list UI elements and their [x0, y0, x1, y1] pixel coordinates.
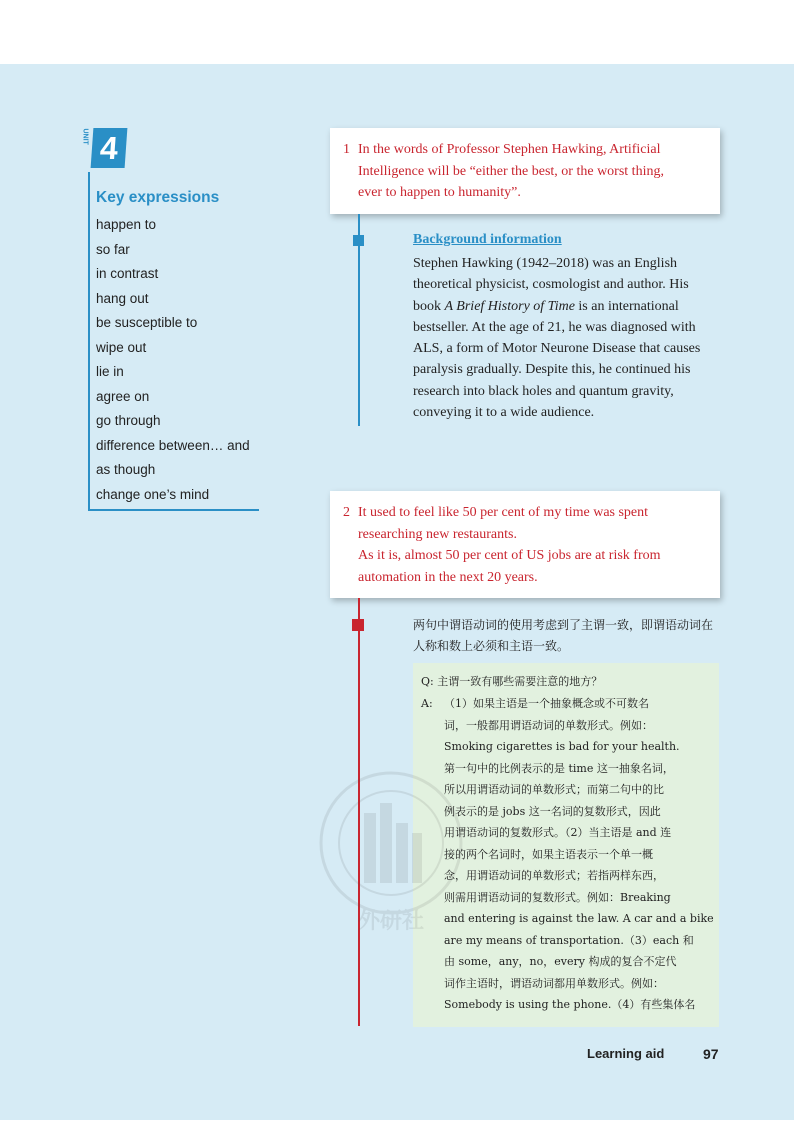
list-item: difference between… and	[96, 437, 250, 453]
qa-line: 所以用谓语动词的单数形式；而第二句中的比	[444, 783, 664, 796]
list-item: wipe out	[96, 339, 147, 355]
example-line: ever to happen to humanity”.	[358, 185, 521, 200]
list-item: agree on	[96, 388, 150, 404]
qa-answer	[444, 693, 714, 1016]
background-heading: Background information	[413, 232, 562, 247]
qa-line: and entering is against the law. A car and a bike	[444, 912, 714, 925]
example-number: 1	[343, 142, 350, 157]
example-line: It used to feel like 50 per cent of my time was spent	[358, 505, 649, 520]
qa-line: 由 some，any，no，every 构成的复合不定代	[444, 955, 677, 968]
sidebar-rule-vertical	[88, 172, 90, 510]
svg-text:外研社: 外研社	[357, 909, 425, 934]
qa-line: 接的两个名词时，如果主语表示一个单一概	[444, 847, 653, 861]
list-item: in contrast	[96, 266, 159, 281]
key-expressions-title: Key expressions	[96, 189, 220, 206]
example-number: 2	[343, 505, 350, 520]
qa-line: 用谓语动词的复数形式。（2）当主语是 and 连	[444, 826, 672, 839]
note-marker-icon	[352, 619, 364, 631]
qa-line: Somebody is using the phone.（4）有些集体名	[444, 998, 696, 1011]
list-item: be susceptible to	[96, 315, 198, 330]
unit-number-badge: 4	[91, 128, 128, 168]
qa-line: 念，用谓语动词的单数形式；若指两样东西，	[444, 869, 664, 882]
publisher-watermark-logo	[316, 768, 466, 938]
footer-section-label: Learning aid	[587, 1046, 665, 1061]
list-item: lie in	[96, 364, 124, 379]
background-marker-icon	[353, 235, 364, 246]
list-item: so far	[96, 241, 130, 257]
example-line: In the words of Professor Stephen Hawking, Artificial	[358, 142, 661, 157]
note-paragraph: 两句中谓语动词的使用考虑到了主谓一致，即谓语动词在人称和数上必须和主语一致。	[413, 618, 714, 653]
example-line: As it is, almost 50 per cent of US jobs are at risk from	[358, 548, 661, 563]
example-box-2	[330, 491, 720, 598]
qa-question: Q: 主谓一致有哪些需要注意的地方？	[421, 675, 603, 688]
list-item: hang out	[96, 290, 149, 306]
qa-line: Smoking cigarettes is bad for your health.	[444, 740, 680, 753]
list-item: change one’s mind	[96, 486, 210, 502]
sidebar-rule-horizontal	[88, 509, 259, 511]
example-line: researching new restaurants.	[358, 526, 517, 542]
background-paragraph: Stephen Hawking (1942–2018) was an English theoretical physicist, cosmologist and author. His book A Brief History of Time is an international bestseller. At the age of 21, he was diagnosed with ALS, a form of Motor Neurone Disease that causes paralysis gradually. Despite this, he continued his research into black holes and quantum gravity, conveying it to a wide audience.	[413, 256, 701, 421]
key-expressions-list	[96, 215, 250, 509]
qa-line: are my means of transportation.（3）each 和	[444, 933, 694, 947]
unit-label: UNIT	[81, 128, 89, 145]
qa-line: 词，一般都用谓语动词的单数形式。例如：	[444, 718, 653, 732]
qa-line: 例表示的是 jobs 这一名词的复数形式，因此	[444, 804, 661, 818]
qa-line: 第一句中的比例表示的是 time 这一抽象名词，	[444, 761, 674, 775]
qa-line: （1）如果主语是一个抽象概念或不可数名	[444, 697, 649, 710]
example-box-1	[330, 128, 720, 214]
qa-answer-label: A:	[421, 697, 433, 710]
qa-line: 则需用谓语动词的复数形式。例如：Breaking	[444, 890, 671, 904]
list-item: happen to	[96, 217, 157, 232]
example-line: Intelligence will be “either the best, or the worst thing,	[358, 163, 664, 179]
example-line: automation in the next 20 years.	[358, 569, 538, 585]
book-title: A Brief History of Time	[444, 298, 575, 314]
list-item: go through	[96, 413, 161, 428]
page-number: 97	[703, 1046, 719, 1062]
list-item: as though	[96, 462, 156, 477]
qa-line: 词作主语时，谓语动词都用单数形式。例如：	[444, 976, 664, 990]
